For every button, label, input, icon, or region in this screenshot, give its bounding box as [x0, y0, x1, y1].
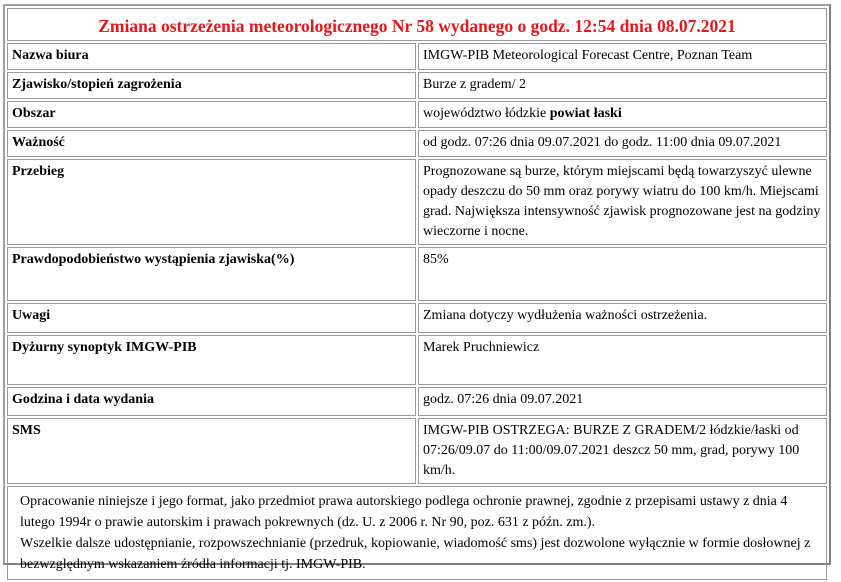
copyright-paragraph-2: Wszelkie dalsze udostępnianie, rozpowszechnianie (przedruk, kopiowanie, wiadomość sms) jest dozwolone wyłącznie w formie dosłownej z bezwzględnym wskazaniem źródła informacji tj. IMGW-PIB. [20, 536, 811, 572]
area-voivodeship: województwo łódzkie [423, 106, 550, 121]
warning-title: Zmiana ostrzeżenia meteorologicznego Nr 58 wydanego o godz. 12:54 dnia 08.07.2021 [7, 8, 827, 41]
row-label-course: Przebieg [7, 159, 416, 245]
row-value-forecaster: Marek Pruchniewicz [418, 335, 827, 385]
area-county: powiat łaski [549, 106, 622, 121]
row-value-phenomenon: Burze z gradem/ 2 [418, 72, 827, 99]
footer-row [7, 486, 827, 580]
row-value-remarks: Zmiana dotyczy wydłużenia ważności ostrzeżenia. [418, 303, 827, 333]
table-row [7, 303, 827, 333]
row-value-course: Prognozowane są burze, którym miejscami będą towarzyszyć ulewne opady deszczu do 50 mm oraz porywy wiatru do 100 km/h. Miejscami grad. Największa intensywność zjawisk prognozowane jest na godziny wieczorne i nocne. [418, 159, 827, 245]
table-row [7, 418, 827, 484]
copyright-paragraph-1: Opracowanie niniejsze i jego format, jako przedmiot prawa autorskiego podlega ochronie prawnej, zgodnie z przepisami ustawy z dnia 4 lutego 1994r o prawie autorskim i prawach pokrewnych (dz. U. z 2006 r. Nr 90, poz. 631 z późn. zm.). [20, 494, 788, 530]
copyright-notice [7, 486, 827, 580]
row-label-issued: Godzina i data wydania [7, 387, 416, 416]
warning-table [5, 6, 829, 582]
table-row [7, 43, 827, 70]
row-label-phenomenon: Zjawisko/stopień zagrożenia [7, 72, 416, 99]
row-label-sms: SMS [7, 418, 416, 484]
title-row [7, 8, 827, 41]
row-value-sms: IMGW-PIB OSTRZEGA: BURZE Z GRADEM/2 łódzkie/łaski od 07:26/09.07 do 11:00/09.07.2021 deszcz 50 mm, grad, porywy 100 km/h. [418, 418, 827, 484]
row-value-office: IMGW-PIB Meteorological Forecast Centre, Poznan Team [418, 43, 827, 70]
row-label-validity: Ważność [7, 130, 416, 157]
row-label-remarks: Uwagi [7, 303, 416, 333]
row-label-forecaster: Dyżurny synoptyk IMGW-PIB [7, 335, 416, 385]
table-row [7, 247, 827, 301]
table-row [7, 72, 827, 99]
table-row [7, 101, 827, 128]
table-row [7, 130, 827, 157]
row-value-validity: od godz. 07:26 dnia 09.07.2021 do godz. 11:00 dnia 09.07.2021 [418, 130, 827, 157]
row-label-area: Obszar [7, 101, 416, 128]
table-row [7, 387, 827, 416]
table-row [7, 335, 827, 385]
row-label-office: Nazwa biura [7, 43, 416, 70]
row-value-issued: godz. 07:26 dnia 09.07.2021 [418, 387, 827, 416]
row-value-area [418, 101, 827, 128]
row-label-probability: Prawdopodobieństwo wystąpienia zjawiska(%) [7, 247, 416, 301]
row-value-probability: 85% [418, 247, 827, 301]
table-row [7, 159, 827, 245]
warning-document [3, 4, 831, 572]
